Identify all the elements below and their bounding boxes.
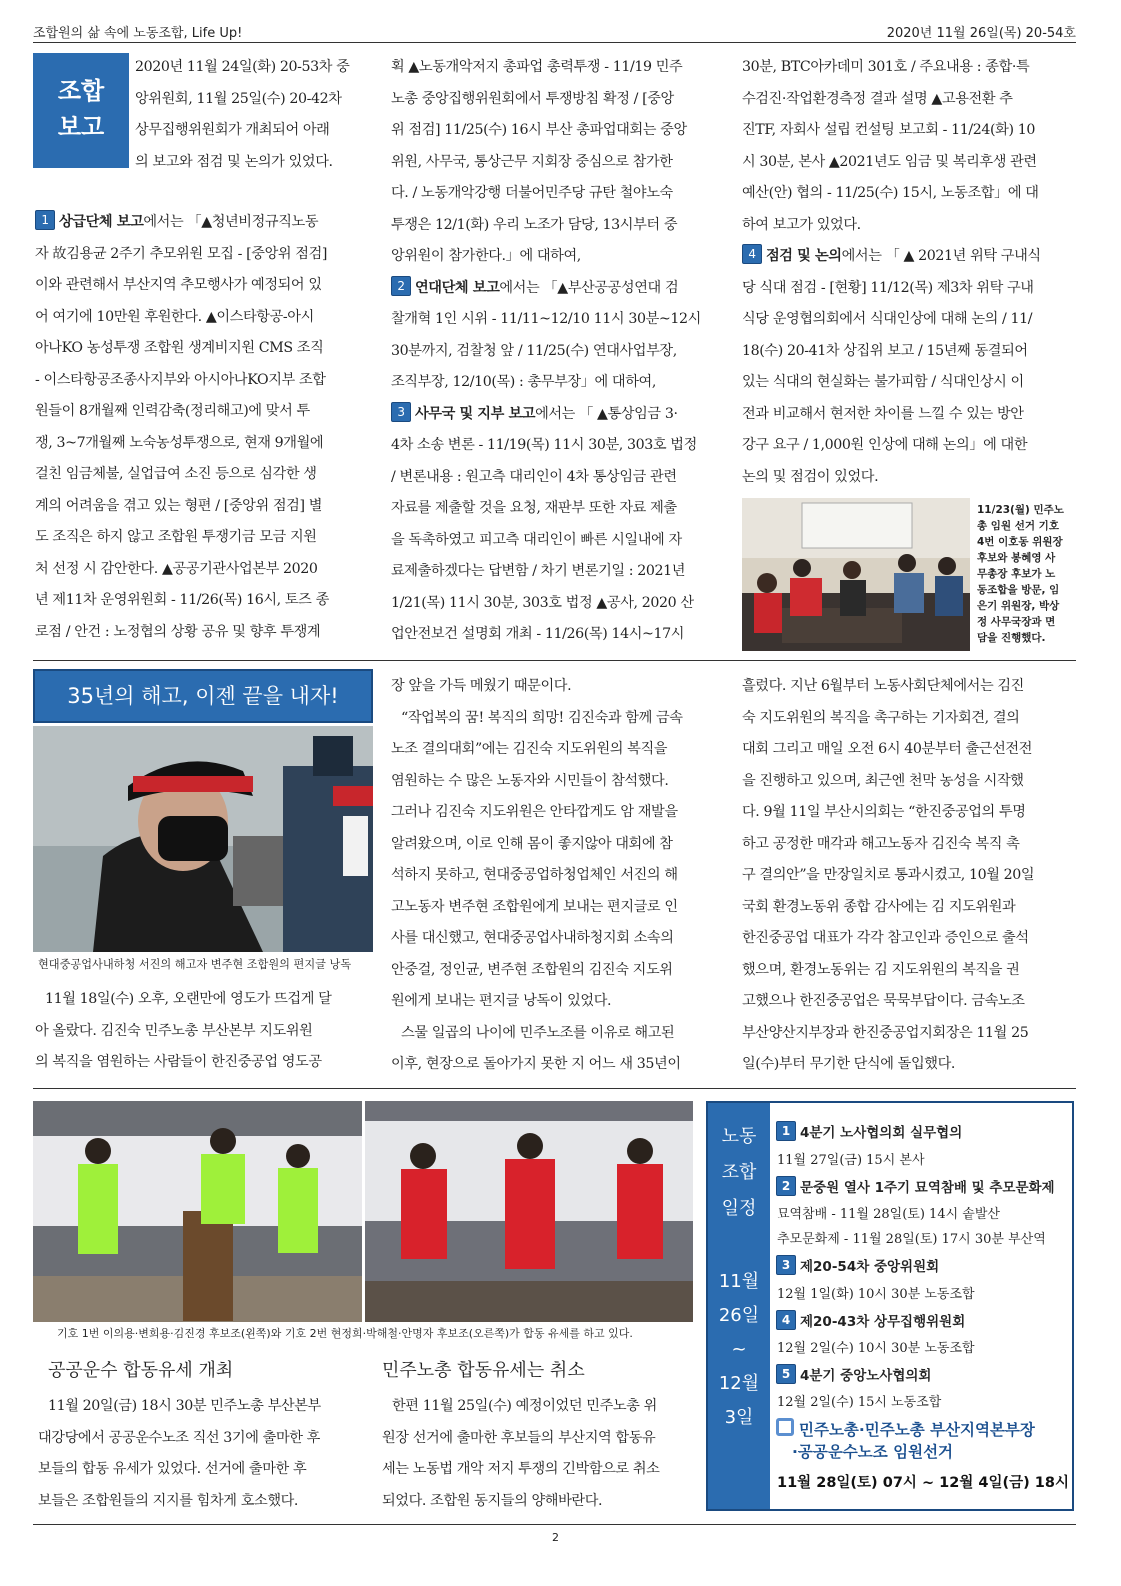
section-title: 연대단체 보고 — [415, 279, 500, 296]
election-left-title: 공공운수 합동유세 개최 — [48, 1360, 234, 1381]
text-line: 11월 20일(금) 18시 30분 민주노총 부산본부 — [48, 1398, 321, 1414]
text-line: - 이스타항공조종사지부와 아시아나KO지부 조합 — [35, 371, 326, 388]
election-photo-right — [365, 1101, 693, 1322]
schedule-item-title-text: 문중원 열사 1주기 묘역참배 및 추모문화제 — [800, 1180, 1055, 1196]
text-line: 숙 지도위원의 복직을 촉구하는 기자회견, 결의 — [742, 709, 1020, 726]
text-line: 로점 / 안건 : 노정협의 상황 공유 및 향후 투쟁계 — [35, 623, 321, 640]
text-line: 찰개혁 1인 시위 - 11/11~12/10 11시 30분~12시 — [391, 311, 701, 327]
text-line: 계의 어려움을 겪고 있는 형편 / [중앙위 점검] 별 — [35, 497, 323, 514]
schedule-side-date: 3일 — [724, 1407, 754, 1428]
text-line: 노총 중앙집행위원회에서 투쟁방침 확정 / [중앙 — [391, 90, 674, 107]
report-col2-lines-a — [391, 52, 721, 273]
text-line: 2020년 11월 24일(화) 20-53차 중 — [135, 59, 350, 75]
text-line: 이후, 현장으로 돌아가지 못한 지 어느 새 35년이 — [391, 1056, 681, 1072]
text-line: 조직부장, 12/10(목) : 총무부장」에 대하여, — [391, 374, 656, 390]
section-divider-1 — [33, 660, 1076, 661]
page-number: 2 — [552, 1531, 559, 1544]
schedule-item-title-text: 4분기 노사협의회 실무협의 — [800, 1125, 963, 1141]
text-line: 했으며, 환경노동위는 김 지도위원의 복직을 권 — [742, 961, 1020, 978]
text-line: 스물 일곱의 나이에 민주노조를 이유로 해고된 — [401, 1024, 675, 1041]
text-line: 논의 및 점검이 있었다. — [742, 468, 879, 485]
caption-line: 후보와 봉혜영 사 — [977, 552, 1056, 564]
text-line: 한진중공업 대표가 각각 참고인과 증인으로 출석 — [742, 930, 1029, 946]
text-line: 수검진·작업환경측정 결과 설명 ▲고용전환 추 — [742, 90, 1013, 107]
rally-photo-caption: 현대중공업사내하청 서진의 해고자 변주현 조합원의 편지글 낭독 — [38, 958, 352, 971]
election-right-body — [382, 1391, 697, 1517]
meeting-photo-caption — [977, 502, 1073, 646]
schedule-num-badge: 5 — [776, 1364, 796, 1384]
report-col1 — [35, 207, 370, 648]
dismissal-col1 — [35, 984, 370, 1079]
text-line: 이와 관련해서 부산지역 추모행사가 예정되어 있 — [35, 277, 322, 293]
schedule-item-3-line: 12월 1일(화) 10시 30분 노동조합 — [777, 1287, 975, 1302]
schedule-side-date: ~ — [731, 1339, 747, 1360]
text-line: 세는 노동법 개악 저지 투쟁의 긴박함으로 취소 — [382, 1461, 660, 1477]
text-line: 하고 공정한 매각과 해고노동자 김진숙 복직 촉 — [742, 835, 1020, 852]
schedule-item-4-line: 12월 2일(수) 10시 30분 노동조합 — [777, 1341, 975, 1356]
caption-line: 4번 이호동 위원장 — [977, 536, 1063, 548]
text-line: 에서는 「 ▲ 2021년 위탁 구내식 — [841, 248, 1041, 264]
text-line: 상무집행위원회가 개최되어 아래 — [135, 122, 330, 138]
schedule-item-5-title — [776, 1364, 931, 1384]
text-line: 보들은 조합원들의 지지를 힘차게 호소했다. — [38, 1492, 299, 1509]
text-line: “작업복의 꿈! 복직의 희망! 김진숙과 함께 금속 — [401, 709, 683, 726]
text-line: 투쟁은 12/1(화) 우리 노조가 담당, 13시부터 중 — [391, 216, 678, 233]
schedule-side-label: 일정 — [721, 1198, 757, 1219]
section-title: 사무국 및 지부 보고 — [415, 405, 536, 422]
election-photo-left-graphic — [33, 1101, 362, 1322]
union-report-label — [33, 53, 129, 168]
meeting-photo — [742, 498, 970, 651]
schedule-side-date: 11월 — [718, 1271, 760, 1292]
election-photo-left — [33, 1101, 362, 1322]
schedule-item-2-line-1: 묘역참배 - 11월 28일(토) 14시 솥발산 — [777, 1207, 1000, 1222]
caption-line: 담을 진행했다. — [977, 632, 1046, 644]
dismissal-title: 35년의 해고, 이젠 끝을 내자! — [33, 669, 373, 723]
text-line: 아 올랐다. 김진숙 민주노총 부산본부 지도위원 — [35, 1022, 313, 1039]
text-line: 년 제11차 운영위원회 - 11/26(목) 16시, 토즈 종 — [35, 592, 329, 608]
section-divider-2 — [33, 1088, 1076, 1089]
header-rule — [33, 42, 1076, 43]
caption-line: 은기 위원장, 박상 — [977, 600, 1060, 612]
text-line: 자료를 제출할 것을 요청, 재판부 또한 자료 제출 — [391, 500, 677, 516]
text-line: 염원하는 수 많은 노동자와 시민들이 참석했다. — [391, 772, 669, 789]
caption-line: 동조합을 방문, 임 — [977, 584, 1060, 596]
text-line: 원에게 보내는 편지글 낭독이 있었다. — [391, 993, 612, 1009]
text-line: 의 보고와 점검 및 논의가 있었다. — [135, 153, 333, 170]
schedule-num-badge: 4 — [776, 1310, 796, 1330]
caption-line: 총 임원 선거 기호 — [977, 520, 1059, 532]
text-line: 획 ▲노동개악저지 총파업 총력투쟁 - 11/19 민주 — [391, 59, 683, 75]
caption-line: 무총장 후보가 노 — [977, 568, 1056, 580]
report-col3 — [742, 52, 1074, 493]
text-line: 강구 요구 / 1,000원 인상에 대해 논의」에 대한 — [742, 437, 1028, 453]
section-num-badge: 2 — [391, 276, 411, 296]
schedule-special-title-2: ·공공운수노조 임원선거 — [792, 1443, 954, 1461]
union-report-label-line2: 보고 — [57, 113, 105, 141]
text-line: 11월 18일(수) 오후, 오랜만에 영도가 뜨겁게 달 — [45, 991, 332, 1007]
text-line: 30분까지, 검찰청 앞 / 11/25(수) 연대사업부장, — [391, 342, 677, 359]
text-line: 앙위원이 참가한다.」에 대하여, — [391, 248, 581, 264]
text-line: 처 선정 시 감안한다. ▲공공기관사업본부 2020 — [35, 560, 318, 577]
text-line: 자 故김용균 2주기 추모위원 모집 - [중앙위 점검] — [35, 245, 328, 262]
text-line: 그러나 김진숙 지도위원은 안타깝게도 암 재발을 — [391, 804, 678, 820]
text-line: 진TF, 자회사 설립 컨설팅 보고회 - 11/24(화) 10 — [742, 122, 1035, 138]
section-num-badge: 4 — [742, 244, 762, 264]
schedule-special-date: 11월 28일(토) 07시 ~ 12월 4일(금) 18시 — [777, 1475, 1069, 1491]
text-line: 도 조직은 하지 않고 조합원 투쟁기금 모금 지원 — [35, 529, 317, 545]
text-line: 위원, 사무국, 통상근무 지회장 중심으로 참가한 — [391, 153, 673, 170]
rally-photo-graphic — [33, 726, 373, 952]
schedule-item-1-title — [776, 1121, 962, 1141]
text-line: 부산양산지부장과 한진중공업지회장은 11월 25 — [742, 1024, 1029, 1041]
text-line: 안중걸, 정인균, 변주현 조합원의 김진숙 지도위 — [391, 961, 673, 978]
text-line: 원장 선거에 출마한 후보들의 부산지역 합동유 — [382, 1429, 656, 1446]
text-line: 알려왔으며, 이로 인해 몸이 좋지않아 대회에 참 — [391, 835, 673, 852]
text-line: 한편 11월 25일(수) 예정이었던 민주노총 위 — [392, 1398, 657, 1414]
text-line: 노조 결의대회”에는 김진숙 지도위원의 복직을 — [391, 741, 668, 757]
schedule-side-label: 조합 — [721, 1162, 757, 1183]
schedule-side-labels — [708, 1119, 770, 1227]
report-col3-lines-a — [742, 52, 1074, 241]
text-line: 고노동자 변주현 조합원에게 보내는 편지글로 인 — [391, 898, 678, 915]
election-photo-caption: 기호 1번 이의용·변희용·김진경 후보조(왼쪽)와 기호 2번 현정희·박해철·안명자 후보조(오른쪽)가 합동 유세를 하고 있다. — [57, 1327, 633, 1340]
text-line: 위 점검] 11/25(수) 16시 부산 총파업대회는 중앙 — [391, 122, 687, 138]
text-line: / 변론내용 : 원고측 대리인이 4차 통상임금 관련 — [391, 468, 677, 485]
header-date-issue: 2020년 11월 26일(목) 20-54호 — [886, 26, 1076, 41]
union-report-label-line1: 조합 — [57, 77, 105, 105]
report-col2-lines-c — [391, 430, 721, 651]
rally-photo — [33, 726, 373, 952]
text-line: 의 복직을 염원하는 사람들이 한진중공업 영도공 — [35, 1054, 322, 1070]
report-col2-lines-b — [391, 304, 721, 399]
text-line: 1/21(목) 11시 30분, 303호 법정 ▲공사, 2020 산 — [391, 594, 694, 611]
text-line: 시 30분, 본사 ▲2021년도 임금 및 복리후생 관련 — [742, 153, 1037, 170]
text-line: 업안전보건 설명회 개최 - 11/26(목) 14시~17시 — [391, 626, 685, 642]
schedule-special-title-1 — [776, 1418, 1035, 1441]
header-slogan: 조합원의 삶 속에 노동조합, Life Up! — [33, 26, 243, 41]
election-left-body — [38, 1391, 360, 1517]
schedule-item-3-title — [776, 1255, 939, 1275]
schedule-item-2-title — [776, 1176, 1055, 1196]
text-line: 일(수)부터 무기한 단식에 돌입했다. — [742, 1056, 955, 1072]
schedule-item-5-line: 12월 2일(수) 15시 노동조합 — [777, 1395, 942, 1410]
text-line: 당 식대 점검 - [현황] 11/12(목) 제3차 위탁 구내 — [742, 279, 1034, 296]
text-line: 아나KO 농성투쟁 조합원 생계비지원 CMS 조직 — [35, 340, 324, 356]
schedule-side-dates — [708, 1265, 770, 1435]
section-title: 점검 및 논의 — [766, 248, 842, 264]
section-num-badge: 3 — [391, 402, 411, 422]
report-col1-lines — [35, 239, 370, 649]
caption-line: 11/23(월) 민주노 — [977, 504, 1064, 516]
text-line: 을 진행하고 있으며, 최근엔 천막 농성을 시작했 — [742, 772, 1024, 789]
schedule-item-4-title — [776, 1310, 965, 1330]
text-line: 쟁, 3~7개월째 노숙농성투쟁으로, 현재 9개월에 — [35, 434, 324, 451]
text-line: 하여 보고가 있었다. — [742, 216, 861, 233]
schedule-sidebar — [708, 1103, 770, 1509]
text-line: 예산(안) 협의 - 11/25(수) 15시, 노동조합」에 대 — [742, 185, 1039, 201]
election-photo-right-graphic — [365, 1101, 693, 1322]
schedule-special-title-1-text: 민주노총·민주노총 부산지역본부장 — [799, 1421, 1035, 1439]
text-line: 료제출하겠다는 답변함 / 차기 변론기일 : 2021년 — [391, 563, 686, 579]
text-line: 다. / 노동개악강행 더불어민주당 규탄 철야노숙 — [391, 185, 673, 201]
text-line: 대강당에서 공공운수노조 직선 3기에 출마한 후 — [38, 1429, 320, 1446]
report-col3-lines-b — [742, 273, 1074, 494]
meeting-photo-graphic — [742, 498, 970, 651]
report-intro — [135, 52, 370, 178]
schedule-item-1-line: 11월 27일(금) 15시 본사 — [777, 1153, 925, 1168]
text-line: 에서는 「▲부산공공성연대 검 — [499, 279, 679, 296]
text-line: 국회 환경노동위 종합 감사에는 김 지도위원과 — [742, 898, 1016, 915]
text-line: 고했으나 한진중공업은 묵묵부답이다. 금속노조 — [742, 993, 1025, 1009]
text-line: 식당 운영협의회에서 식대인상에 대해 논의 / 11/ — [742, 311, 1033, 327]
text-line: 18(수) 20-41차 상집위 보고 / 15년째 동결되어 — [742, 342, 1028, 359]
text-line: 에서는 「▲청년비정규직노동 — [143, 214, 319, 230]
text-line: 30분, BTC아카데미 301호 / 주요내용 : 종합·특 — [742, 59, 1030, 75]
text-line: 에서는 「 ▲통상임금 3· — [535, 405, 678, 422]
text-line: 구 결의안”을 만장일치로 통과시켰고, 10월 20일 — [742, 867, 1035, 883]
section-num-badge: 1 — [35, 210, 55, 230]
text-line: 보들의 합동 유세가 있었다. 선거에 출마한 후 — [38, 1461, 307, 1477]
text-line: 있는 식대의 현실화는 불가피함 / 식대인상시 이 — [742, 374, 1024, 390]
text-line: 장 앞을 가득 메웠기 때문이다. — [391, 678, 572, 694]
text-line: 을 독촉하였고 피고측 대리인이 빠른 시일내에 자 — [391, 531, 682, 548]
section-title: 상급단체 보고 — [59, 214, 144, 230]
text-line: 걸친 임금체불, 실업급여 소진 등으로 심각한 생 — [35, 466, 317, 482]
text-line: 석하지 못하고, 현대중공업하청업체인 서진의 해 — [391, 867, 678, 883]
schedule-item-2-line-2: 추모문화제 - 11월 28일(토) 17시 30분 부산역 — [777, 1232, 1046, 1247]
schedule-side-label: 노동 — [721, 1126, 757, 1147]
text-line: 전과 비교해서 현저한 차이를 느낄 수 있는 방안 — [742, 405, 1024, 422]
schedule-item-title-text: 제20-43차 상무집행위원회 — [800, 1314, 966, 1330]
schedule-item-title-text: 4분기 중앙노사협의회 — [800, 1368, 932, 1384]
text-line: 대회 그리고 매일 오전 6시 40분부터 출근선전전 — [742, 741, 1033, 757]
text-line: 다. 9월 11일 부산시의회는 “한진중공업의 투명 — [742, 804, 1026, 820]
text-line: 어 여기에 10만원 후원한다. ▲이스타항공-아시 — [35, 308, 314, 325]
text-line: 되었다. 조합원 동지들의 양해바란다. — [382, 1492, 603, 1509]
schedule-item-title-text: 제20-54차 중앙위원회 — [800, 1259, 940, 1275]
schedule-num-badge: 2 — [776, 1176, 796, 1196]
caption-line: 정 사무국장과 면 — [977, 616, 1056, 628]
schedule-num-badge: 1 — [776, 1121, 796, 1141]
text-line: 앙위원회, 11월 25일(수) 20-42차 — [135, 90, 342, 107]
schedule-num-badge: 3 — [776, 1255, 796, 1275]
text-line: 사를 대신했고, 현대중공업사내하청지회 소속의 — [391, 930, 674, 946]
footer-rule — [33, 1524, 1076, 1525]
report-col2 — [391, 52, 721, 651]
text-line: 흘렀다. 지난 6월부터 노동사회단체에서는 김진 — [742, 678, 1024, 694]
schedule-side-date: 12월 — [718, 1373, 760, 1394]
text-line: 4차 소송 변론 - 11/19(목) 11시 30분, 303호 법정 — [391, 437, 697, 453]
square-bullet-icon — [776, 1418, 794, 1436]
schedule-special-event — [776, 1418, 1035, 1463]
dismissal-col3 — [742, 671, 1074, 1081]
schedule-side-date: 26일 — [718, 1305, 760, 1326]
text-line: 원들이 8개월째 인력감축(정리해고)에 맞서 투 — [35, 403, 310, 419]
election-right-title: 민주노총 합동유세는 취소 — [382, 1360, 585, 1381]
dismissal-col2 — [391, 671, 721, 1081]
